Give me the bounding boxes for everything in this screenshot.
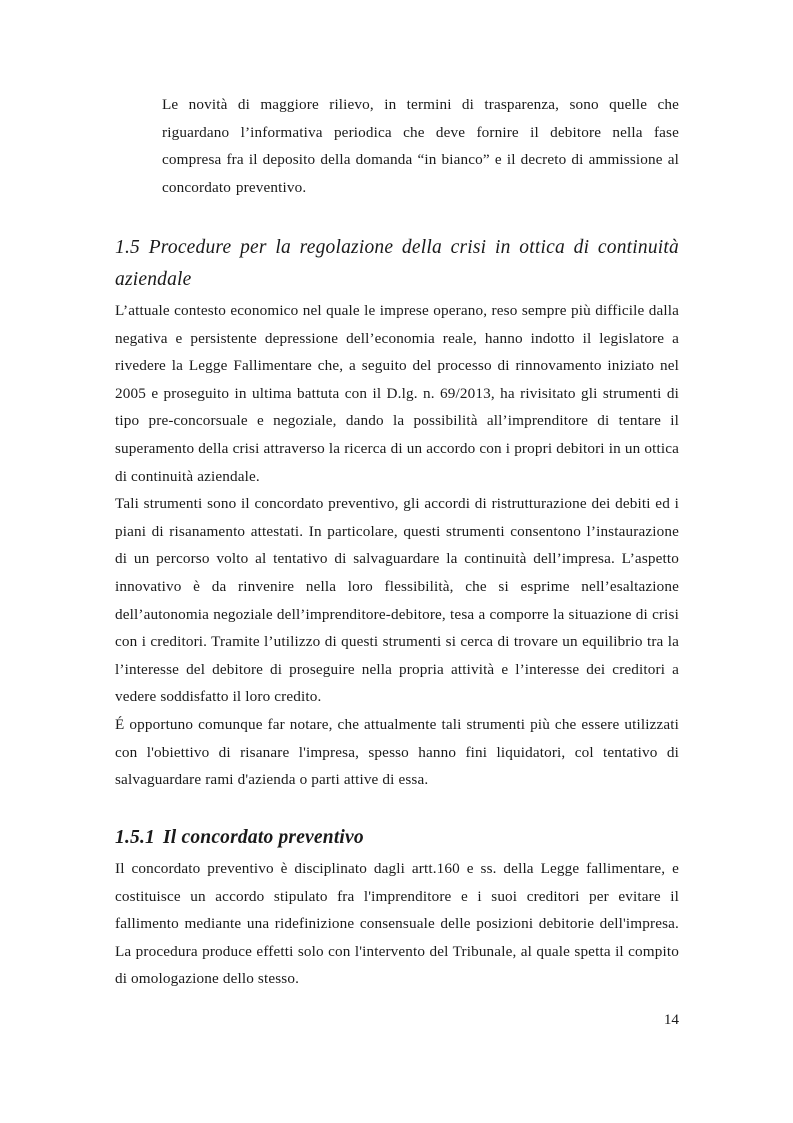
subsection-heading xyxy=(115,823,679,853)
subsection-body xyxy=(115,855,679,993)
subsection-paragraph-1: Il concordato preventivo è disciplinato dagli artt.160 e ss. della Legge fallimentare, e costituisce un accordo stipulato fra l'imprenditore e i suoi creditori per evitare il fallimento mediante una ridefinizione consensuale delle posizioni debitorie dell'impresa. La procedura produce effetti solo con l'intervento del Tribunale, al quale spetta il compito di omologazione dello stesso. xyxy=(115,860,679,988)
indented-quote-paragraph: Le novità di maggiore rilievo, in termini di trasparenza, sono quelle che riguardano l’informativa periodica che deve fornire il debitore nella fase compresa fra il deposito della domanda “in bianco” e il decreto di ammissione al concordato preventivo. xyxy=(162,96,679,196)
section-paragraph-1: L’attuale contesto economico nel quale le imprese operano, reso sempre più difficile dalla negativa e persistente depressione dell’economia reale, hanno indotto il legislatore a rivedere la Legge Fallimentare che, a seguito del processo di rinnovamento iniziato nel 2005 e proseguito in ultima battuta con il D.lg. n. 69/2013, ha rivisitato gli strumenti di tipo pre-concorsuale e negoziale, dando la possibilità all’imprenditore di tentare il superamento della crisi attraverso la ricerca di un accordo con i propri debitori in un ottica di continuità aziendale. xyxy=(115,302,679,485)
subsection-number: 1.5.1 xyxy=(115,827,155,848)
section-heading: 1.5 Procedure per la regolazione della crisi in ottica di continuità aziendale xyxy=(115,237,679,290)
section-body xyxy=(115,297,679,794)
section-paragraph-3: É opportuno comunque far notare, che attualmente tali strumenti più che essere utilizzati con l'obiettivo di risanare l'impresa, spesso hanno fini liquidatori, col tentativo di salvaguardare rami d'azienda o parti attive di essa. xyxy=(115,715,679,789)
subsection-title: Il concordato preventivo xyxy=(163,827,364,848)
page-number: 14 xyxy=(663,1011,679,1028)
section-paragraph-2: Tali strumenti sono il concordato preventivo, gli accordi di ristrutturazione dei debiti ed i piani di risanamento attestati. In particolare, questi strumenti consentono l’instaurazione di un percorso volto al tentativo di salvaguardare la continuità dell’impresa. L’aspetto innovativo è da rinvenire nella loro flessibilità, che si esprime nell’esaltazione dell’autonomia negoziale dell’imprenditore-debitore, tesa a comporre la situazione di crisi con i creditori. Tramite l’utilizzo di questi strumenti si cerca di trovare un equilibrio tra la l’interesse del debitore di proseguire nella propria attività e l’interesse dei creditori a vedere soddisfatto il loro credito. xyxy=(115,495,679,706)
